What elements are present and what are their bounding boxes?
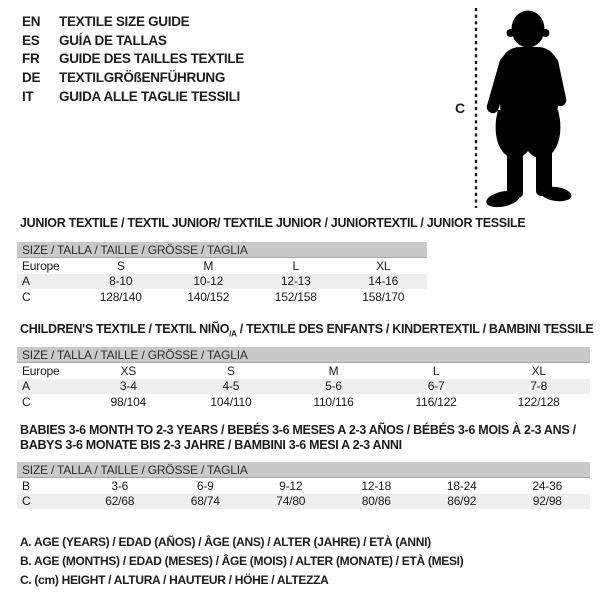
table-row-age (17, 379, 590, 395)
size-cell: XL (531, 363, 546, 378)
junior-section-heading: JUNIOR TEXTILE / TEXTIL JUNIOR/ TEXTILE JUNIOR / JUNIORTEXTIL / JUNIOR TESSILE (20, 216, 526, 230)
row-label: B (22, 478, 30, 493)
age-cell: 24-36 (532, 478, 563, 493)
babies-heading-line1: BABIES 3-6 MONTH TO 2-3 YEARS / BEBÉS 3-6 MESES A 2-3 AÑOS / BÉBÉS 3-6 MOIS À 2-3 ANS / (20, 423, 576, 437)
footnote-a: A. AGE (YEARS) / EDAD (AÑOS) / ÂGE (ANS) / ALTER (JAHRE) / ETÀ (ANNI) (20, 535, 431, 549)
age-cell: 7-8 (530, 379, 548, 394)
age-cell: 9-12 (279, 478, 303, 493)
age-cell: 12-18 (361, 478, 392, 493)
language-code: FR (22, 51, 40, 67)
table-row-age (17, 274, 427, 290)
age-cell: 18-24 (446, 478, 477, 493)
height-cell: 86/92 (447, 494, 477, 509)
language-list (22, 13, 244, 107)
row-label: A (22, 379, 30, 394)
size-cell: XS (120, 363, 137, 378)
height-cell: 110/116 (313, 394, 354, 409)
babies-section-heading (20, 423, 576, 453)
age-cell: 12-13 (280, 274, 311, 289)
height-figure (440, 0, 600, 214)
size-cell: L (292, 258, 299, 273)
children-heading-post: / TEXTILE DES ENFANTS / KINDERTEXTIL / BAMBINI TESSILE (236, 322, 594, 336)
children-heading-sub: /A (229, 329, 237, 339)
language-code: ES (22, 32, 40, 48)
babies-heading-line2: BABYS 3-6 MONATE BIS 2-3 JAHRE / BAMBINI 3-6 MESI A 2-3 ANNI (20, 438, 402, 452)
size-cell: M (328, 363, 339, 378)
children-heading-pre: CHILDREN'S TEXTILE / TEXTIL NIÑO (20, 322, 230, 336)
babies-size-table (17, 462, 590, 509)
height-cell: 116/122 (415, 394, 457, 409)
language-row-it (22, 88, 244, 107)
language-row-fr (22, 50, 244, 69)
height-cell: 128/140 (99, 289, 142, 304)
language-code: EN (22, 14, 41, 29)
height-cell: 92/98 (532, 494, 562, 509)
size-cell: S (116, 258, 125, 273)
row-label: C (22, 289, 31, 304)
table-row-height (17, 394, 590, 410)
row-label: C (22, 394, 31, 409)
row-label: Europe (22, 258, 60, 273)
measure-label-c: C (455, 100, 466, 116)
row-label: Europe (22, 363, 60, 378)
size-cell: S (226, 363, 235, 378)
size-cell: L (432, 363, 440, 378)
age-cell: 3-6 (111, 478, 129, 493)
height-cell: 122/128 (517, 394, 560, 409)
language-label: GUIDE DES TAILLES TEXTILE (59, 51, 245, 67)
junior-size-table (17, 242, 427, 305)
footnote-c: C. (cm) HEIGHT / ALTURA / HAUTEUR / HÖHE / ALTEZZA (20, 572, 329, 587)
language-row-de (22, 69, 244, 88)
height-cell: 74/80 (276, 494, 306, 509)
junior-size-header-bar: SIZE / TALLA / TAILLE / GRÖSSE / TAGLIA (17, 242, 427, 258)
age-cell: 4-5 (222, 379, 240, 394)
children-section-heading (20, 322, 593, 342)
footnote-b: B. AGE (MONTHS) / EDAD (MESES) / ÂGE (MOIS) / ALTER (MONATE) / ETÀ (MESI) (20, 553, 464, 568)
height-cell: 140/152 (187, 289, 230, 304)
language-label: TEXTILGRÖßENFÜHRUNG (59, 70, 226, 86)
height-cell: 80/86 (361, 494, 391, 509)
height-cell: 158/170 (362, 289, 405, 304)
age-cell: 14-16 (368, 274, 399, 289)
table-row-europe (17, 258, 427, 274)
height-cell: 68/74 (190, 494, 220, 509)
children-size-header-bar: SIZE / TALLA / TAILLE / GRÖSSE / TAGLIA (17, 347, 590, 363)
table-row-height (17, 289, 427, 305)
row-label: A (22, 274, 30, 289)
age-cell: 6-9 (196, 478, 214, 493)
language-row-en (22, 13, 244, 32)
age-cell: 8-10 (109, 274, 133, 289)
age-cell: 3-4 (119, 379, 137, 394)
language-label: GUIDA ALLE TAGLIE TESSILI (59, 88, 240, 104)
language-row-es (22, 32, 244, 51)
row-label: C (22, 494, 31, 509)
age-cell: 6-7 (427, 379, 445, 394)
language-code: IT (22, 88, 34, 104)
children-size-table (17, 347, 590, 410)
table-row-height (17, 494, 590, 510)
size-cell: M (203, 258, 214, 273)
footnotes (20, 533, 463, 589)
language-code: DE (22, 70, 41, 86)
height-cell: 62/68 (105, 494, 135, 509)
age-cell: 5-6 (325, 379, 342, 394)
age-cell: 10-12 (193, 274, 224, 289)
table-row-age-months (17, 478, 590, 494)
height-cell: 104/110 (210, 394, 252, 409)
baby-silhouette (485, 11, 573, 210)
size-cell: XL (376, 258, 391, 273)
height-cell: 98/104 (110, 394, 147, 409)
babies-size-header-bar: SIZE / TALLA / TAILLE / GRÖSSE / TAGLIA (17, 462, 590, 478)
table-row-europe (17, 363, 590, 379)
height-cell: 152/158 (274, 289, 317, 304)
language-label: TEXTILE SIZE GUIDE (59, 14, 190, 29)
language-label: GUÍA DE TALLAS (59, 32, 167, 48)
